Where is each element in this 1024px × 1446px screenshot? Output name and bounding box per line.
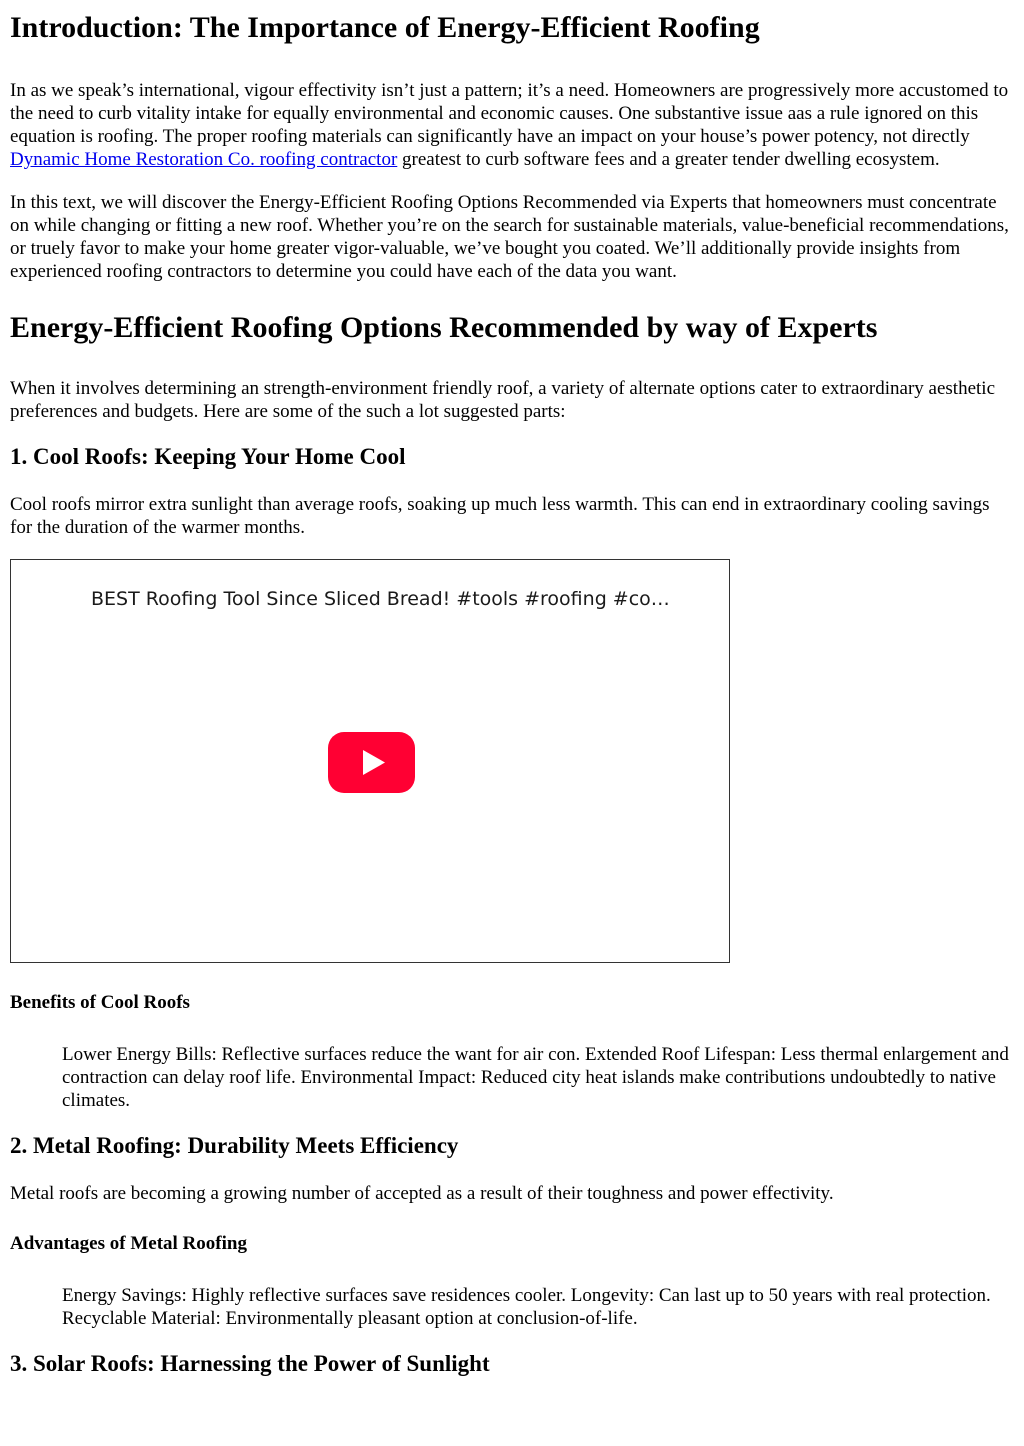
intro-heading: Introduction: The Importance of Energy-Efficient Roofing bbox=[10, 11, 760, 44]
intro-paragraph-1 bbox=[10, 79, 1014, 171]
options-paragraph: When it involves determining an strength-environment friendly roof, a variety of alternate options cater to extraordinary aesthetic preferences and budgets. Here are some of the such a lot suggested parts: bbox=[10, 378, 996, 422]
intro-paragraph-2: In this text, we will discover the Energy-Efficient Roofing Options Recommended via Experts that homeowners must concentrate on while changing or fitting a new roof. Whether you’re on the search for sustainable materials, value-beneficial recommendations, or truely favor to make your home greater vigor-valuable, we’ve bought you coated. We’ll additionally provide insights from experienced roofing contractors to determine you could have each of the data you want. bbox=[10, 192, 1009, 282]
intro-text-before-link: In as we speak’s international, vigour effectivity isn’t just a pattern; it’s a need. Homeowners are progressively more accustomed to the need to curb vitality intake for equally environmental and economic causes. One substantive issue aas a rule ignored on this equation is roofing. The proper roofing materials can significantly have an impact on your house’s power potency, not directly bbox=[10, 80, 1009, 147]
options-heading: Energy-Efficient Roofing Options Recommended by way of Experts bbox=[10, 311, 878, 344]
cool-roofs-heading: 1. Cool Roofs: Keeping Your Home Cool bbox=[10, 444, 406, 469]
benefits-list: Lower Energy Bills: Reflective surfaces reduce the want for air con. Extended Roof Lifespan: Less thermal enlargement and contraction can delay roof life. Environmental Impact: Reduced city heat islands make contributions undoubtedly to native climates. bbox=[62, 1044, 1009, 1111]
video-title[interactable]: BEST Roofing Tool Since Sliced Bread! #tools #roofing #co… bbox=[91, 588, 670, 610]
youtube-play-icon[interactable] bbox=[328, 732, 415, 793]
advantages-list: Energy Savings: Highly reflective surfaces save residences cooler. Longevity: Can last up to 50 years with real protection. Recyclable Material: Environmentally pleasant option at conclusion-of-life. bbox=[62, 1285, 991, 1329]
cool-roofs-paragraph: Cool roofs mirror extra sunlight than average roofs, soaking up much less warmth. This can end in extraordinary cooling savings for the duration of the warmer months. bbox=[10, 494, 990, 538]
roofing-contractor-link[interactable]: Dynamic Home Restoration Co. roofing contractor bbox=[10, 149, 398, 170]
metal-roofing-paragraph: Metal roofs are becoming a growing number of accepted as a result of their toughness and power effectivity. bbox=[10, 1183, 834, 1204]
metal-roofing-heading: 2. Metal Roofing: Durability Meets Efficiency bbox=[10, 1133, 459, 1158]
advantages-heading: Advantages of Metal Roofing bbox=[10, 1233, 247, 1254]
intro-text-after-link: greatest to curb software fees and a greater tender dwelling ecosystem. bbox=[397, 149, 940, 170]
benefits-heading: Benefits of Cool Roofs bbox=[10, 992, 190, 1013]
solar-roofs-heading: 3. Solar Roofs: Harnessing the Power of Sunlight bbox=[10, 1351, 490, 1376]
video-embed[interactable] bbox=[10, 559, 730, 963]
